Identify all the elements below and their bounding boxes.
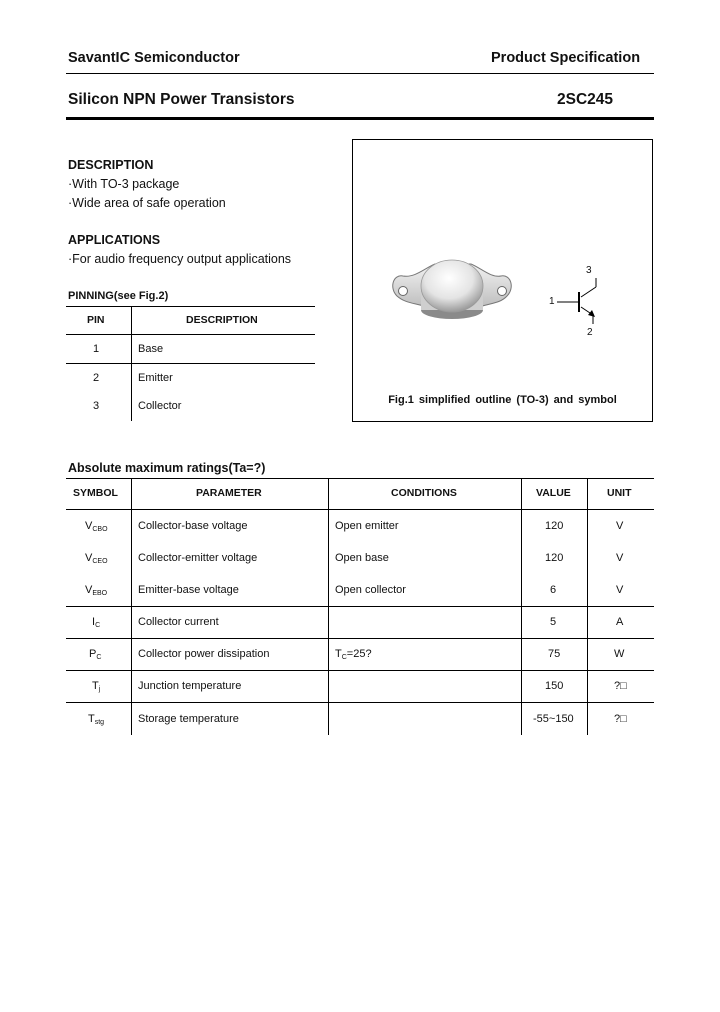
rating-conditions: Open base [335, 552, 389, 564]
part-number: 2SC245 [557, 91, 614, 108]
rating-parameter: Emitter-base voltage [138, 584, 239, 596]
rating-symbol: $I_C$ [92, 616, 101, 629]
pinning-rule-header [66, 334, 315, 335]
ratings-header-parameter: PARAMETER [196, 487, 262, 499]
ratings-header-conditions: CONDITIONS [391, 487, 457, 499]
ratings-rule-row [66, 606, 654, 607]
rating-unit: ?□ [614, 680, 627, 692]
rating-value: 75 [548, 648, 561, 660]
ratings-rule-header [66, 509, 654, 510]
rating-unit: V [616, 584, 624, 596]
ratings-header-symbol: SYMBOL [73, 487, 118, 499]
rating-value: 150 [545, 680, 564, 692]
rating-conditions: Open emitter [335, 520, 399, 532]
rating-unit: A [616, 616, 624, 628]
ratings-title: Absolute maximum ratings(Ta=?) [68, 461, 266, 475]
figure-caption: Fig.1 simplified outline (TO-3) and symbol [388, 394, 617, 406]
rating-symbol: $T_j$ [92, 680, 101, 693]
pinning-pin: 1 [93, 343, 100, 355]
rating-value: 120 [545, 520, 564, 532]
rating-conditions: Open collector [335, 584, 406, 596]
ratings-rule-row [66, 638, 654, 639]
product-line: Silicon NPN Power Transistors [68, 91, 295, 108]
ratings-header-value: VALUE [536, 487, 571, 499]
rating-symbol: $V_{CBO}$ [85, 520, 108, 533]
company-name: SavantIC Semiconductor [68, 50, 240, 66]
ratings-rule-row [66, 702, 654, 703]
description-title: DESCRIPTION [68, 158, 154, 172]
rating-value: 6 [550, 584, 557, 596]
ratings-header-unit: UNIT [607, 487, 632, 499]
pinning-desc: Base [138, 343, 164, 355]
rating-symbol: $P_C$ [89, 648, 102, 661]
pinning-pin: 3 [93, 400, 100, 412]
pinning-pin: 2 [93, 372, 100, 384]
doc-type: Product Specification [491, 50, 641, 66]
rating-parameter: Collector-emitter voltage [138, 552, 258, 564]
header-rule-top [66, 73, 654, 74]
pinning-header-pin: PIN [87, 314, 105, 326]
rating-parameter: Collector power dissipation [138, 648, 270, 660]
applications-item: ·For audio frequency output applications [68, 252, 292, 266]
figure-box [352, 139, 653, 422]
header-rule-bottom [66, 117, 654, 120]
rating-unit: V [616, 552, 624, 564]
rating-unit: ?□ [614, 713, 627, 725]
description-item: ·Wide area of safe operation [68, 196, 226, 210]
rating-conditions: $T_C=25$? [335, 648, 372, 661]
npn-transistor-symbol [543, 262, 623, 352]
symbol-label-base: 1 [549, 296, 555, 307]
symbol-label-emitter: 2 [587, 327, 593, 338]
pinning-desc: Collector [138, 400, 182, 412]
rating-parameter: Storage temperature [138, 713, 239, 725]
symbol-label-collector: 3 [586, 265, 592, 276]
rating-symbol: $V_{CEO}$ [85, 552, 108, 565]
pinning-rule-row [66, 363, 315, 364]
description-item: ·With TO-3 package [68, 177, 180, 191]
pinning-rule-top [66, 306, 315, 307]
rating-symbol: $T_{stg}$ [88, 713, 105, 726]
rating-parameter: Junction temperature [138, 680, 242, 692]
rating-unit: W [614, 648, 625, 660]
rating-symbol: $V_{EBO}$ [85, 584, 108, 597]
pinning-header-description: DESCRIPTION [186, 314, 258, 326]
pinning-title: PINNING(see Fig.2) [68, 290, 169, 302]
rating-value: 120 [545, 552, 564, 564]
pinning-desc: Emitter [138, 372, 173, 384]
rating-value: -55~150 [533, 713, 574, 725]
ratings-rule-row [66, 670, 654, 671]
ratings-rule-top [66, 478, 654, 479]
rating-unit: V [616, 520, 624, 532]
rating-parameter: Collector-base voltage [138, 520, 248, 532]
rating-parameter: Collector current [138, 616, 219, 628]
rating-value: 5 [550, 616, 557, 628]
applications-title: APPLICATIONS [68, 233, 161, 247]
